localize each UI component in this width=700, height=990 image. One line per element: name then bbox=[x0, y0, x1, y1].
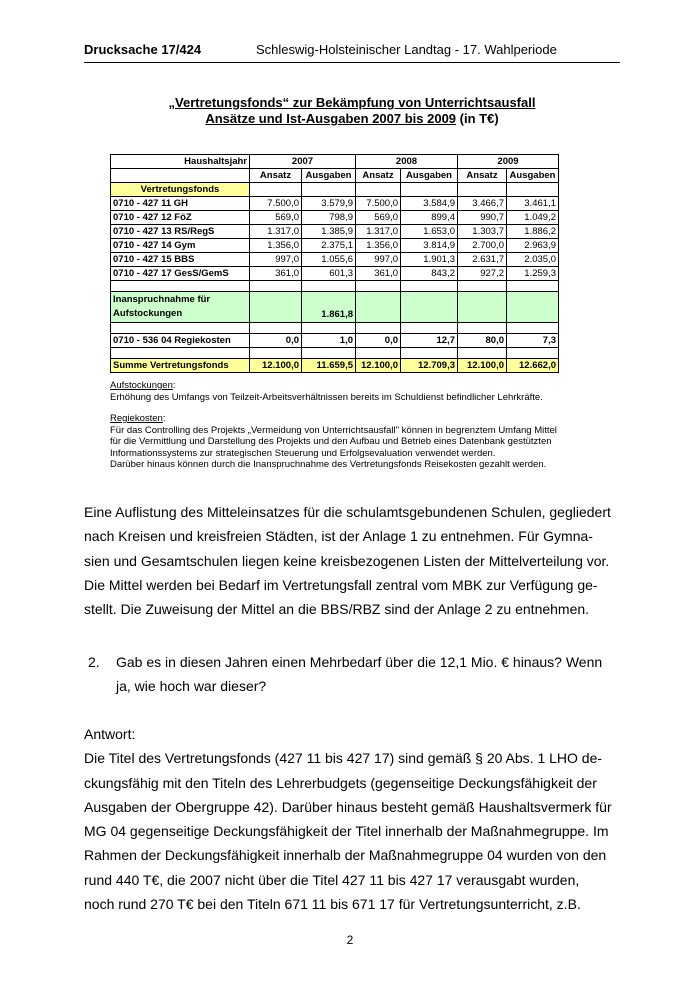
cell-value: 569,0 bbox=[250, 211, 302, 225]
sub-header: Ausgaben bbox=[302, 169, 356, 183]
note-heading-colon: : bbox=[162, 413, 166, 424]
empty-cell bbox=[401, 183, 458, 197]
inanspruchnahme-value: 1.861,8 bbox=[302, 292, 356, 323]
section-label: Vertretungsfonds bbox=[111, 183, 250, 197]
year-header: 2007 bbox=[250, 155, 356, 169]
year-header: 2009 bbox=[458, 155, 559, 169]
cell-value: 1.356,0 bbox=[250, 239, 302, 253]
empty-cell bbox=[507, 348, 559, 359]
note-line: für die Vermittlung und Darstellung des Projekts und den Aufbau und Betrieb eines Datenbank gestützten bbox=[110, 436, 552, 447]
empty-cell bbox=[250, 348, 302, 359]
drucksache-number: Drucksache 17/424 bbox=[84, 42, 202, 57]
empty-cell bbox=[250, 292, 302, 323]
text-line: Eine Auflistung des Mitteleinsatzes für die schulamtsgebundenen Schulen, gegliedert bbox=[84, 504, 611, 520]
table-row bbox=[111, 239, 559, 253]
title-line-2-suffix: (in T€) bbox=[456, 111, 499, 126]
cell-value: 990,7 bbox=[458, 211, 507, 225]
text-line: sien und Gesamtschulen liegen keine kreisbezogenen Listen der Mittelverteilung vor. bbox=[84, 552, 610, 569]
question-number: 2. bbox=[88, 654, 100, 670]
cell-value: 0,0 bbox=[250, 334, 302, 348]
row-label: 0710 - 427 14 Gym bbox=[111, 239, 250, 253]
empty-cell bbox=[302, 348, 356, 359]
cell-value: 1.049,2 bbox=[507, 211, 559, 225]
empty-cell bbox=[507, 183, 559, 197]
spacer-row bbox=[111, 323, 559, 334]
empty-cell bbox=[302, 183, 356, 197]
note-line: Darüber hinaus können durch die Inanspruchnahme des Vertretungsfonds Reisekosten gezahlt werden. bbox=[110, 459, 547, 470]
cell-value: 1.886,2 bbox=[507, 225, 559, 239]
empty-cell bbox=[111, 281, 250, 292]
cell-value: 997,0 bbox=[356, 253, 401, 267]
document-title bbox=[84, 95, 620, 127]
text-line: Ausgaben der Obergruppe 42). Darüber hinaus besteht gemäß Haushaltsvermerk für bbox=[84, 798, 612, 815]
sub-header: Ansatz bbox=[458, 169, 507, 183]
summe-row bbox=[111, 359, 559, 373]
table-row bbox=[111, 211, 559, 225]
cell-value: 1.303,7 bbox=[458, 225, 507, 239]
text-line: noch rund 270 T€ bei den Titeln 671 11 bis 671 17 für Vertretungsunterricht, z.B. bbox=[84, 896, 581, 913]
empty-cell bbox=[401, 292, 458, 323]
page-number: 2 bbox=[346, 933, 354, 947]
cell-value: 2.700,0 bbox=[458, 239, 507, 253]
note-text: Erhöhung des Umfangs von Teilzeit-Arbeitsverhältnissen bereits im Schuldienst befindlicher Lehrkräfte. bbox=[110, 391, 543, 403]
empty-cell bbox=[250, 323, 302, 334]
sub-header: Ansatz bbox=[356, 169, 401, 183]
cell-value: 1.385,9 bbox=[302, 225, 356, 239]
text-line: Gab es in diesen Jahren einen Mehrbedarf über die 12,1 Mio. € hinaus? Wenn bbox=[116, 654, 603, 670]
empty-cell bbox=[356, 281, 401, 292]
cell-value: 2.631,7 bbox=[458, 253, 507, 267]
sub-header: Ansatz bbox=[250, 169, 302, 183]
cell-value: 1.055,6 bbox=[302, 253, 356, 267]
note-line: Informationssystems zur strategischen Steuerung und Erfolgsevaluation verwendet werden. bbox=[110, 447, 496, 459]
empty-cell bbox=[302, 281, 356, 292]
section-row bbox=[111, 183, 559, 197]
cell-value: 1,0 bbox=[302, 334, 356, 348]
title-line-2 bbox=[84, 111, 620, 127]
cell-value: 601,3 bbox=[302, 267, 356, 281]
text-line: Die Mittel werden bei Bedarf im Vertretungsfall zentral vom MBK zur Verfügung ge- bbox=[84, 576, 598, 593]
empty-cell bbox=[458, 323, 507, 334]
answer-label: Antwort: bbox=[84, 726, 136, 742]
cell-value: 80,0 bbox=[458, 334, 507, 348]
cell-value: 7,3 bbox=[507, 334, 559, 348]
cell-value: 1.259,3 bbox=[507, 267, 559, 281]
cell-value: 1.317,0 bbox=[250, 225, 302, 239]
empty-cell bbox=[458, 281, 507, 292]
cell-value: 3.466,7 bbox=[458, 197, 507, 211]
cell-value: 361,0 bbox=[250, 267, 302, 281]
cell-value: 0,0 bbox=[356, 334, 401, 348]
empty-cell bbox=[401, 323, 458, 334]
empty-cell bbox=[111, 348, 250, 359]
cell-value: 3.461,1 bbox=[507, 197, 559, 211]
spacer-row bbox=[111, 348, 559, 359]
row-label: 0710 - 427 15 BBS bbox=[111, 253, 250, 267]
cell-value: 12.662,0 bbox=[507, 359, 559, 373]
inanspruchnahme-label-line2: Aufstockungen bbox=[113, 308, 183, 319]
question-text bbox=[116, 650, 620, 699]
paragraph-1 bbox=[84, 500, 620, 621]
page-header bbox=[84, 38, 620, 63]
cell-value: 361,0 bbox=[356, 267, 401, 281]
cell-value: 569,0 bbox=[356, 211, 401, 225]
text-line: Rahmen der Deckungsfähigkeit innerhalb der Maßnahmegruppe 04 wurden von den bbox=[84, 847, 607, 864]
cell-value: 997,0 bbox=[250, 253, 302, 267]
cell-value: 2.963,9 bbox=[507, 239, 559, 253]
empty-cell bbox=[458, 348, 507, 359]
cell-value: 1.356,0 bbox=[356, 239, 401, 253]
empty-cell bbox=[401, 281, 458, 292]
sub-header: Ausgaben bbox=[507, 169, 559, 183]
cell-value: 843,2 bbox=[401, 267, 458, 281]
empty-cell bbox=[458, 183, 507, 197]
table-row bbox=[111, 253, 559, 267]
cell-value: 12.100,0 bbox=[458, 359, 507, 373]
cell-value: 2.035,0 bbox=[507, 253, 559, 267]
inanspruchnahme-label bbox=[111, 292, 250, 323]
title-line-1: „Vertretungsfonds“ zur Bekämpfung von Unterrichtsausfall bbox=[168, 95, 536, 110]
cell-value: 3.584,9 bbox=[401, 197, 458, 211]
text-line: ja, wie hoch war dieser? bbox=[116, 678, 267, 695]
empty-cell bbox=[250, 183, 302, 197]
text-line: ckungsfähig mit den Titeln des Lehrerbudgets (gegenseitige Deckungsfähigkeit der bbox=[84, 774, 597, 791]
note-heading-text: Regiekosten bbox=[110, 413, 163, 424]
cell-value: 12.709,3 bbox=[401, 359, 458, 373]
table-row bbox=[111, 225, 559, 239]
cell-value: 2.375,1 bbox=[302, 239, 356, 253]
text-line: nach Kreisen und kreisfreien Städten, ist der Anlage 1 zu entnehmen. Für Gymna- bbox=[84, 528, 593, 545]
cell-value: 12.100,0 bbox=[250, 359, 302, 373]
note-heading-aufstockungen bbox=[110, 380, 620, 392]
regiekosten-row bbox=[111, 334, 559, 348]
empty-cell bbox=[302, 323, 356, 334]
table-notes bbox=[110, 380, 620, 471]
table-header-years bbox=[111, 155, 559, 169]
cell-value: 11.659,5 bbox=[302, 359, 356, 373]
haushaltsjahr-label: Haushaltsjahr bbox=[111, 155, 250, 169]
note-heading-regiekosten bbox=[110, 413, 620, 425]
empty-cell bbox=[401, 348, 458, 359]
year-header: 2008 bbox=[356, 155, 458, 169]
empty-cell bbox=[356, 292, 401, 323]
row-label: 0710 - 427 17 GesS/GemS bbox=[111, 267, 250, 281]
table-row bbox=[111, 197, 559, 211]
cell-value: 12,7 bbox=[401, 334, 458, 348]
empty-cell bbox=[356, 348, 401, 359]
note-heading-colon: : bbox=[172, 380, 176, 391]
empty-cell bbox=[356, 323, 401, 334]
empty-cell bbox=[111, 169, 250, 183]
summe-label: Summe Vertretungsfonds bbox=[111, 359, 250, 373]
cell-value: 7.500,0 bbox=[250, 197, 302, 211]
empty-cell bbox=[507, 292, 559, 323]
note-line: Für das Controlling des Projekts „Vermeidung von Unterrichtsausfall" können in begrenztem Umfang Mittel bbox=[110, 424, 557, 436]
spacer-row bbox=[111, 281, 559, 292]
text-line: MG 04 gegenseitige Deckungsfähigkeit der Titel innerhalb der Maßnahmegruppe. Im bbox=[84, 823, 609, 840]
cell-value: 12.100,0 bbox=[356, 359, 401, 373]
parliament-name: Schleswig-Holsteinischer Landtag - 17. Wahlperiode bbox=[256, 42, 557, 57]
cell-value: 1.317,0 bbox=[356, 225, 401, 239]
sub-header: Ausgaben bbox=[401, 169, 458, 183]
empty-cell bbox=[111, 323, 250, 334]
cell-value: 3.814,9 bbox=[401, 239, 458, 253]
row-label: 0710 - 427 12 FöZ bbox=[111, 211, 250, 225]
cell-value: 798,9 bbox=[302, 211, 356, 225]
cell-value: 7.500,0 bbox=[356, 197, 401, 211]
empty-cell bbox=[356, 183, 401, 197]
cell-value: 899,4 bbox=[401, 211, 458, 225]
cell-value: 1.901,3 bbox=[401, 253, 458, 267]
row-label: 0710 - 427 11 GH bbox=[111, 197, 250, 211]
cell-value: 1.653,0 bbox=[401, 225, 458, 239]
empty-cell bbox=[507, 281, 559, 292]
note-heading-text: Aufstockungen bbox=[110, 380, 173, 391]
inanspruchnahme-label-line1: Inanspruchnahme für bbox=[113, 294, 211, 305]
answer-section bbox=[84, 722, 620, 916]
inanspruchnahme-row bbox=[111, 292, 559, 323]
row-label: 0710 - 536 04 Regiekosten bbox=[111, 334, 250, 348]
cell-value: 927,2 bbox=[458, 267, 507, 281]
text-line: Die Titel des Vertretungsfonds (427 11 bis 427 17) sind gemäß § 20 Abs. 1 LHO de- bbox=[84, 750, 603, 767]
cell-value: 3.579,9 bbox=[302, 197, 356, 211]
empty-cell bbox=[250, 281, 302, 292]
table-row bbox=[111, 267, 559, 281]
title-line-2-underlined: Ansätze und Ist-Ausgaben 2007 bis 2009 bbox=[205, 111, 457, 126]
text-line: stellt. Die Zuweisung der Mittel an die BBS/RBZ sind der Anlage 2 zu entnehmen. bbox=[84, 601, 590, 618]
fonds-table bbox=[110, 154, 559, 373]
empty-cell bbox=[507, 323, 559, 334]
text-line: rund 440 T€, die 2007 nicht über die Titel 427 11 bis 427 17 verausgabt wurden, bbox=[84, 871, 580, 888]
table-header-sub bbox=[111, 169, 559, 183]
empty-cell bbox=[458, 292, 507, 323]
row-label: 0710 - 427 13 RS/RegS bbox=[111, 225, 250, 239]
